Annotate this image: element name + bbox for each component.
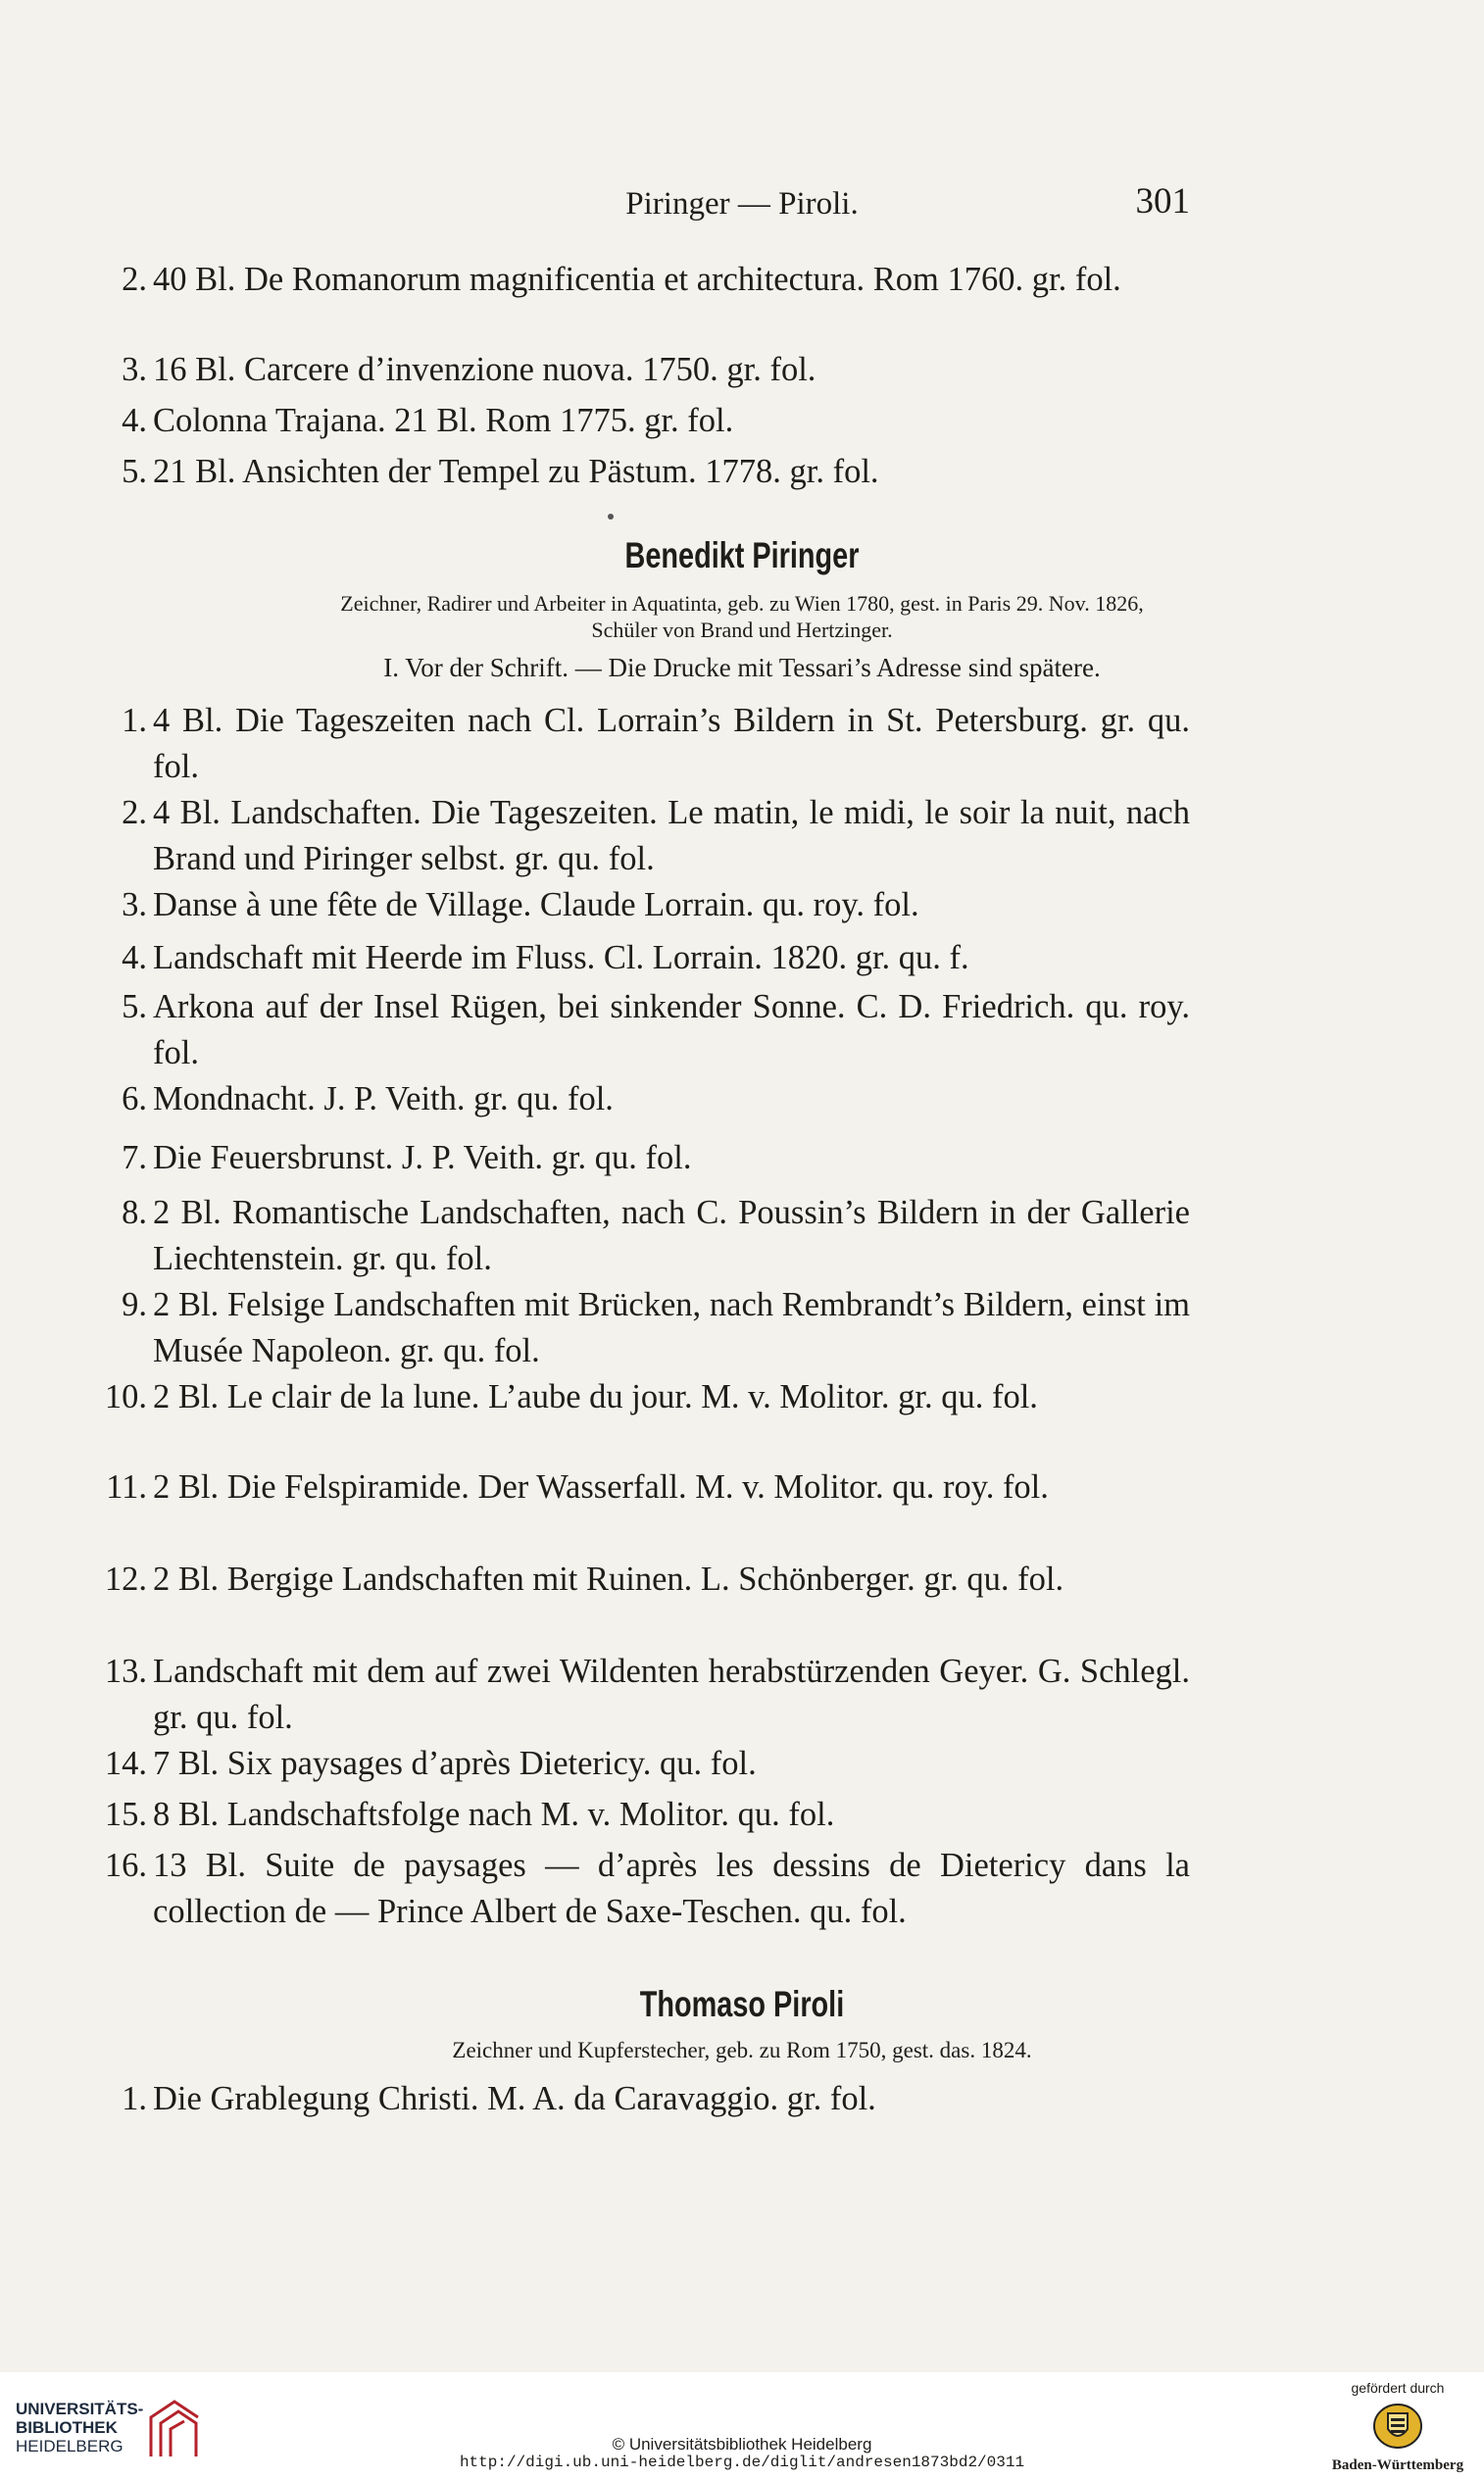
entry-number: 3. [122, 886, 147, 923]
list-item [98, 1843, 1190, 1935]
entry-number: 5. [122, 988, 147, 1025]
entry-text: Colonna Trajana. 21 Bl. Rom 1775. gr. fol. [153, 402, 734, 439]
entry-number: 8. [122, 1194, 147, 1231]
running-head: Piringer — Piroli. [625, 186, 859, 222]
entry-text: 4 Bl. Die Tageszeiten nach Cl. Lorrain’s Bildern in St. Petersburg. gr. qu. fol. [153, 702, 1190, 785]
list-item [98, 1792, 1190, 1838]
list-item [98, 1557, 1190, 1603]
entry-text: 7 Bl. Six paysages d’après Dietericy. qu. fol. [153, 1745, 757, 1782]
entry-number: 13. [104, 1653, 147, 1690]
list-item [98, 257, 1190, 303]
list-item [98, 935, 1190, 981]
entry-text: Arkona auf der Insel Rügen, bei sinkender Sonne. C. D. Friedrich. qu. roy. fol. [153, 988, 1190, 1071]
funder-logo [1329, 2380, 1466, 2474]
list-item [98, 2076, 1190, 2122]
list-item [98, 449, 1190, 495]
section-subtitle: Zeichner und Kupferstecher, geb. zu Rom 1750, gest. das. 1824. [452, 2038, 1032, 2062]
list-item [98, 1464, 1190, 1511]
list-item [98, 398, 1190, 444]
entry-text: Landschaft mit Heerde im Fluss. Cl. Lorrain. 1820. gr. qu. f. [153, 939, 969, 976]
entry-text: Mondnacht. J. P. Veith. gr. qu. fol. [153, 1080, 614, 1117]
list-item [98, 1135, 1190, 1181]
entry-number: 14. [104, 1745, 147, 1782]
list-item [98, 984, 1190, 1076]
entry-number: 6. [122, 1080, 147, 1117]
entry-text: 13 Bl. Suite de paysages — d’après les dessins de Dietericy dans la collection de — Prince Albert de Saxe-Teschen. qu. fol. [153, 1847, 1190, 1930]
entry-text: Die Grablegung Christi. M. A. da Caravaggio. gr. fol. [153, 2080, 876, 2117]
entry-number: 4. [122, 402, 147, 439]
list-item [98, 1190, 1190, 1282]
entry-number: 15. [104, 1796, 147, 1833]
section-note: I. Vor der Schrift. — Die Drucke mit Tessari’s Adresse sind spätere. [383, 653, 1101, 682]
coat-of-arms-icon [1370, 2402, 1425, 2451]
entry-text: Danse à une fête de Village. Claude Lorrain. qu. roy. fol. [153, 886, 919, 923]
list-item [98, 1076, 1190, 1122]
funded-by-label: gefördert durch [1351, 2380, 1445, 2396]
entry-number: 12. [104, 1561, 147, 1598]
list-item [98, 882, 1190, 928]
entry-text: 2 Bl. Felsige Landschaften mit Brücken, nach Rembrandt’s Bildern, einst im Musée Napoleon. gr. qu. fol. [153, 1286, 1190, 1369]
entry-number: 7. [122, 1139, 147, 1176]
entry-number: 2. [122, 261, 147, 298]
footer-center [0, 2435, 1484, 2472]
entry-number: 3. [122, 351, 147, 388]
library-line1: UNIVERSITÄTS- [16, 2400, 144, 2418]
list-item [98, 790, 1190, 882]
entry-text: 40 Bl. De Romanorum magnificentia et architectura. Rom 1760. gr. fol. [153, 261, 1121, 298]
library-line2: BIBLIOTHEK [16, 2418, 118, 2437]
funder-name: Baden-Württemberg [1331, 2457, 1464, 2473]
entry-text: 21 Bl. Ansichten der Tempel zu Pästum. 1778. gr. fol. [153, 453, 879, 490]
entry-text: 2 Bl. Romantische Landschaften, nach C. Poussin’s Bildern in der Gallerie Liechtenstein. gr. qu. fol. [153, 1194, 1190, 1277]
section-heading-piroli: Thomaso Piroli [639, 1984, 845, 2024]
entry-number: 1. [122, 702, 147, 739]
section-subtitle-line1: Zeichner, Radirer und Arbeiter in Aquatinta, geb. zu Wien 1780, gest. in Paris 29. Nov. 1826, [340, 591, 1144, 616]
page-number: 301 [1135, 181, 1190, 222]
permalink-url[interactable]: http://digi.ub.uni-heidelberg.de/diglit/andresen1873bd2/0311 [459, 2454, 1025, 2471]
section-subtitle-line2: Schüler von Brand und Hertzinger. [591, 618, 893, 642]
entry-text: Landschaft mit dem auf zwei Wildenten herabstürzenden Geyer. G. Schlegl. gr. qu. fol. [153, 1653, 1190, 1736]
entry-text: 8 Bl. Landschaftsfolge nach M. v. Molitor. qu. fol. [153, 1796, 835, 1833]
entry-text: 4 Bl. Landschaften. Die Tageszeiten. Le matin, le midi, le soir la nuit, nach Brand und Piringer selbst. gr. qu. fol. [153, 794, 1190, 877]
entry-text: 16 Bl. Carcere d’invenzione nuova. 1750. gr. fol. [153, 351, 816, 388]
entry-number: 2. [122, 794, 147, 831]
entry-number: 10. [104, 1378, 147, 1415]
list-item [98, 1649, 1190, 1741]
entry-number: 1. [122, 2080, 147, 2117]
ornament-dot [608, 514, 614, 520]
copyright-text: © Universitätsbibliothek Heidelberg [612, 2435, 872, 2454]
list-item [98, 1282, 1190, 1374]
entry-number: 9. [122, 1286, 147, 1323]
list-item [98, 1741, 1190, 1787]
list-item [98, 347, 1190, 393]
library-line3: HEIDELBERG [16, 2437, 124, 2455]
entry-number: 5. [122, 453, 147, 490]
list-item [98, 1374, 1190, 1420]
section-heading-piringer: Benedikt Piringer [624, 535, 860, 575]
entry-text: 2 Bl. Bergige Landschaften mit Ruinen. L. Schönberger. gr. qu. fol. [153, 1561, 1064, 1598]
entry-number: 16. [104, 1847, 147, 1884]
entry-number: 4. [122, 939, 147, 976]
entry-text: Die Feuersbrunst. J. P. Veith. gr. qu. fol. [153, 1139, 692, 1176]
entry-number: 11. [106, 1468, 147, 1506]
entry-text: 2 Bl. Le clair de la lune. L’aube du jour. M. v. Molitor. gr. qu. fol. [153, 1378, 1038, 1415]
entry-text: 2 Bl. Die Felspiramide. Der Wasserfall. M. v. Molitor. qu. roy. fol. [153, 1468, 1049, 1506]
list-item [98, 698, 1190, 790]
